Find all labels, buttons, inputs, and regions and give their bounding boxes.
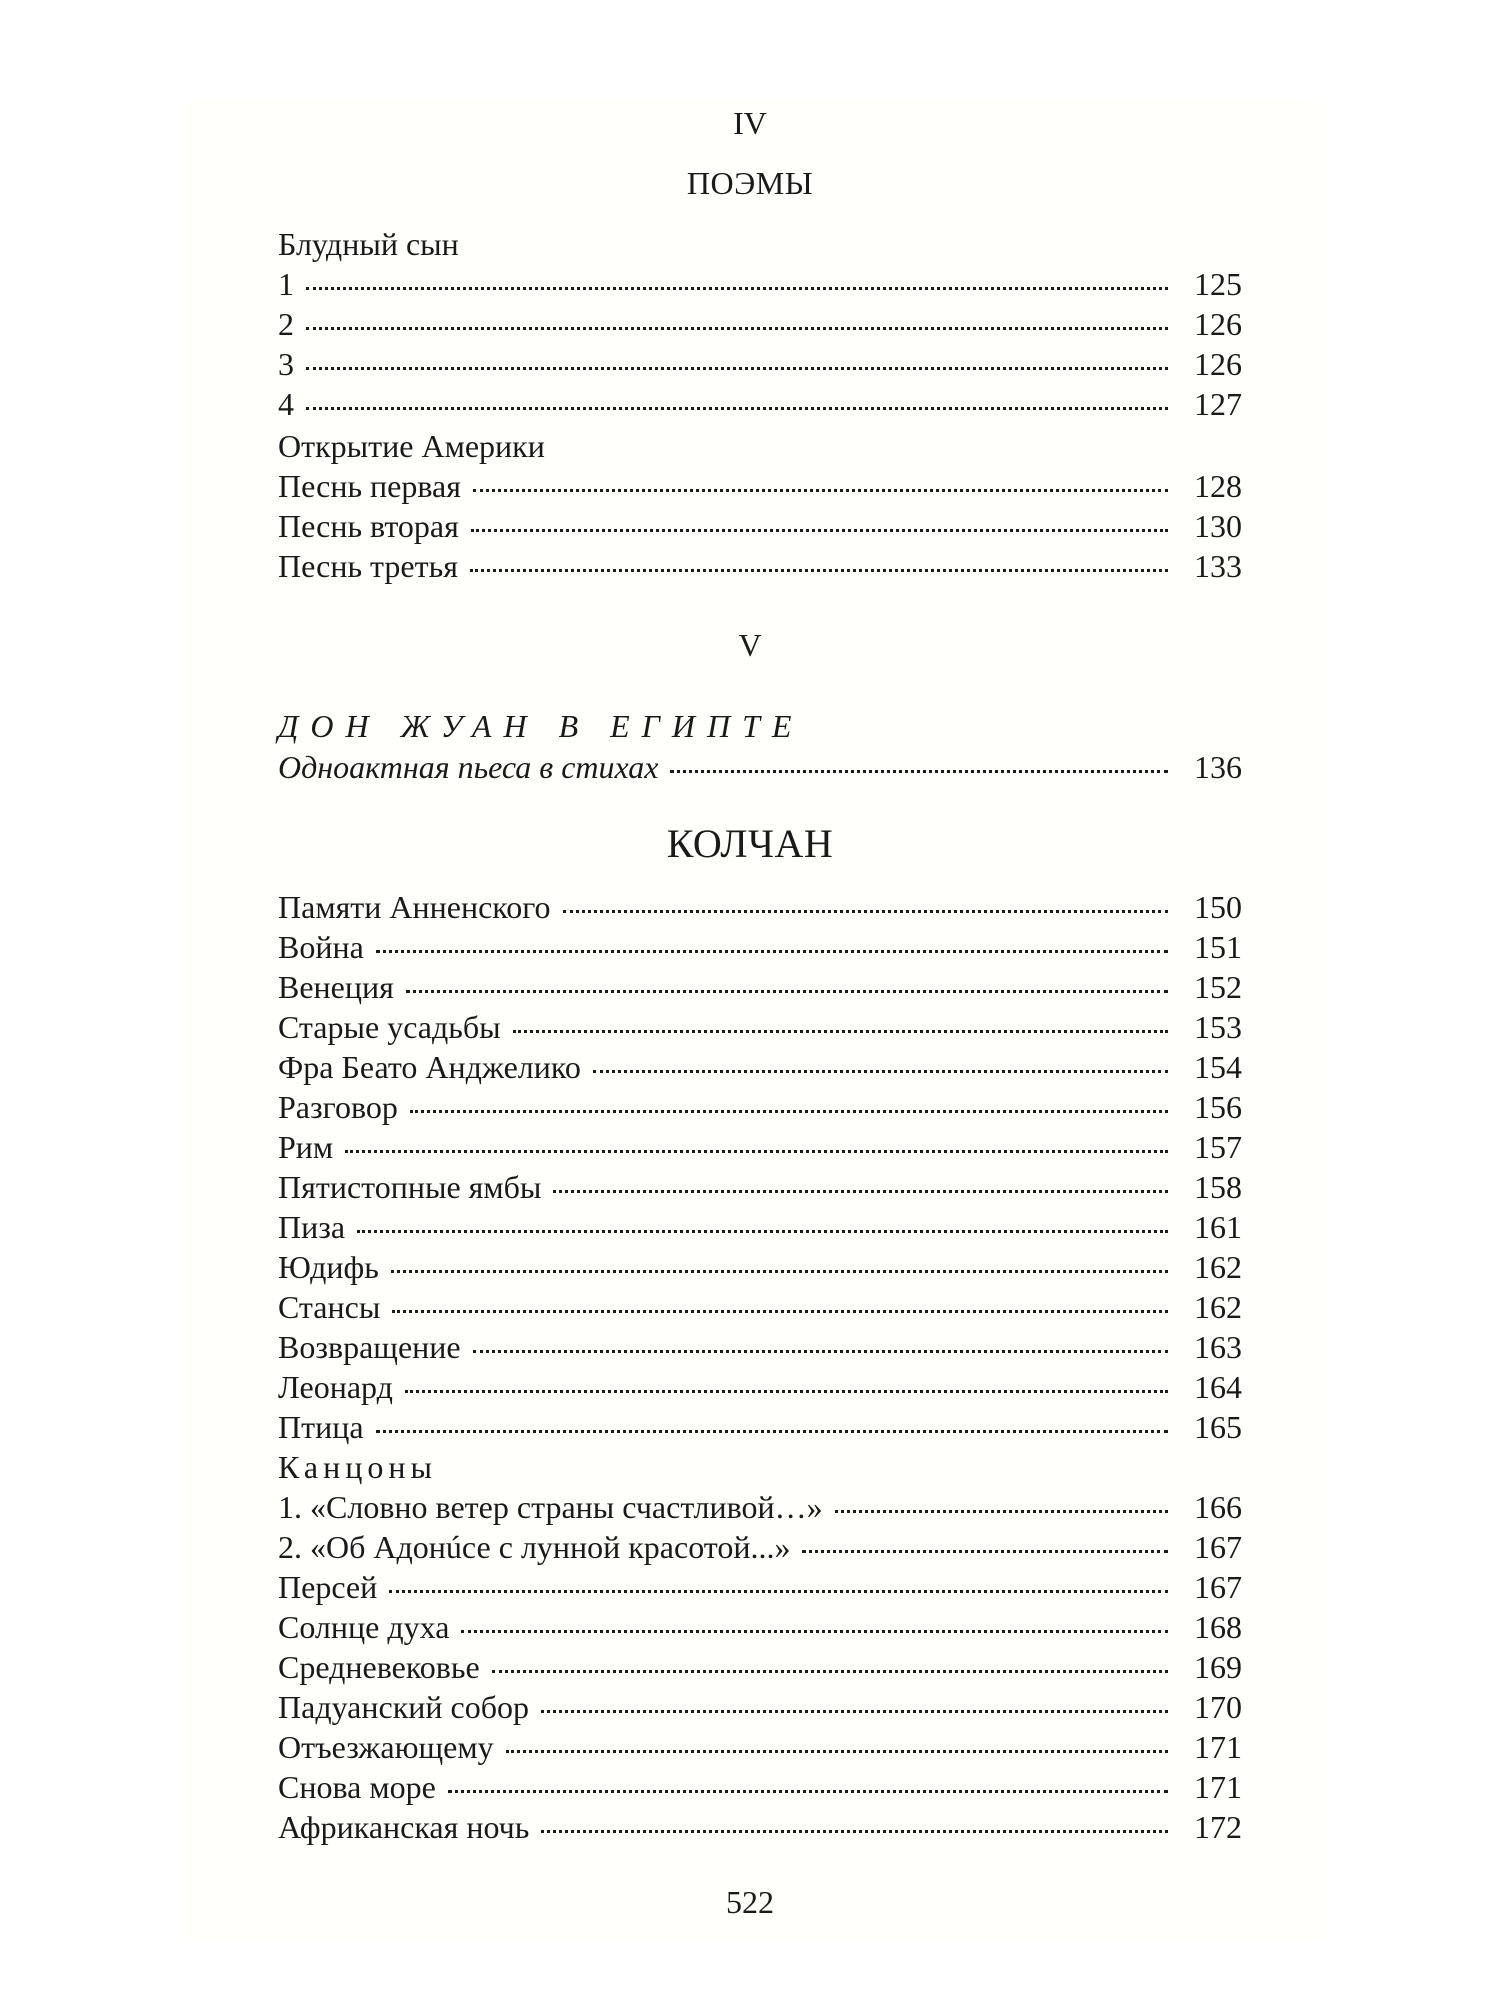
entry-title: Песнь первая (278, 468, 461, 504)
entry-title: 4 (278, 386, 294, 422)
toc-entry (278, 466, 1242, 506)
entry-title: Рим (278, 1129, 334, 1165)
toc-entry (278, 1087, 1242, 1127)
group-heading: Открытие Америки (278, 428, 545, 464)
entry-page: 133 (1194, 548, 1242, 584)
dot-leader (461, 1630, 1168, 1633)
toc-entry (278, 1127, 1242, 1167)
entry-title: 2. «Об Адонúсе с лунной красотой...» (278, 1529, 791, 1565)
entry-page: 162 (1194, 1249, 1242, 1285)
toc-entry (278, 1407, 1242, 1447)
entry-title: Африканская ночь (278, 1809, 530, 1845)
entry-page: 136 (1194, 749, 1242, 785)
section-number-v: V (738, 627, 762, 663)
toc-entry (278, 1367, 1242, 1407)
entry-title: Снова море (278, 1769, 436, 1805)
toc-entry (278, 1647, 1242, 1687)
entry-title: Возвращение (278, 1329, 461, 1365)
dot-leader (448, 1790, 1168, 1793)
dot-leader (492, 1670, 1168, 1673)
toc-entry (278, 1167, 1242, 1207)
entry-page: 157 (1194, 1129, 1242, 1165)
section-number-iv: IV (733, 105, 767, 141)
entry-page: 128 (1194, 468, 1242, 504)
entry-page: 169 (1194, 1649, 1242, 1685)
dot-leader (506, 1750, 1168, 1753)
entry-title: Средневековье (278, 1649, 480, 1685)
entry-page: 162 (1194, 1289, 1242, 1325)
toc-entry (278, 1487, 1242, 1527)
dot-leader (541, 1710, 1168, 1713)
entry-title: Персей (278, 1569, 378, 1605)
dot-leader (406, 990, 1168, 993)
entry-page: 166 (1194, 1489, 1242, 1525)
toc-entry (278, 1047, 1242, 1087)
dot-leader (835, 1510, 1168, 1513)
dot-leader (345, 1150, 1168, 1153)
dot-leader (306, 327, 1168, 330)
entry-page: 153 (1194, 1009, 1242, 1045)
dot-leader (376, 1430, 1168, 1433)
entry-title: Песнь вторая (278, 508, 459, 544)
toc-entry (278, 1007, 1242, 1047)
toc-entry (278, 1327, 1242, 1367)
entry-title: Пятистопные ямбы (278, 1169, 542, 1205)
entry-page: 167 (1194, 1569, 1242, 1605)
entry-title: Фра Беато Анджелико (278, 1049, 581, 1085)
dot-leader (541, 1830, 1168, 1833)
entry-page: 158 (1194, 1169, 1242, 1205)
dot-leader (513, 1030, 1168, 1033)
group-heading: Блудный сын (278, 226, 459, 262)
entry-title: Одноактная пьеса в стихах (278, 749, 659, 785)
entry-page: 165 (1194, 1409, 1242, 1445)
entry-title: Отъезжающему (278, 1729, 494, 1765)
entry-page: 156 (1194, 1089, 1242, 1125)
collection-title-kolchan: КОЛЧАН (666, 821, 834, 866)
dot-leader (593, 1070, 1168, 1073)
page-number: 522 (726, 1884, 774, 1920)
entry-page: 130 (1194, 508, 1242, 544)
entry-title: Разговор (278, 1089, 398, 1125)
entry-title: Птица (278, 1409, 364, 1445)
toc-entry (278, 887, 1242, 927)
entry-page: 163 (1194, 1329, 1242, 1365)
dot-leader (389, 1590, 1168, 1593)
entry-title: 3 (278, 346, 294, 382)
entry-title: Юдифь (278, 1249, 379, 1285)
dot-leader (670, 770, 1168, 773)
toc-entry (278, 264, 1242, 304)
entry-title: Солнце духа (278, 1609, 450, 1645)
dot-leader (802, 1550, 1168, 1553)
dot-leader (405, 1390, 1168, 1393)
entry-page: 161 (1194, 1209, 1242, 1245)
toc-entry (278, 1527, 1242, 1567)
toc-entry (278, 506, 1242, 546)
group-heading-cantos: Канцоны (278, 1449, 437, 1485)
entry-page: 126 (1194, 346, 1242, 382)
dot-leader (392, 1310, 1168, 1313)
entry-title: 1. «Словно ветер страны счастливой…» (278, 1489, 823, 1525)
dot-leader (563, 910, 1168, 913)
entry-page: 168 (1194, 1609, 1242, 1645)
entry-title: 2 (278, 306, 294, 342)
entry-page: 150 (1194, 889, 1242, 925)
entry-page: 170 (1194, 1689, 1242, 1725)
dot-leader (471, 529, 1168, 532)
toc-entry (278, 967, 1242, 1007)
toc-entry (278, 1607, 1242, 1647)
section-title-don-juan: ДОН ЖУАН В ЕГИПТЕ (278, 708, 804, 744)
entry-page: 171 (1194, 1729, 1242, 1765)
toc-entry (278, 546, 1242, 586)
toc-entry (278, 1207, 1242, 1247)
toc-entry (278, 1247, 1242, 1287)
entry-page: 164 (1194, 1369, 1242, 1405)
dot-leader (391, 1270, 1168, 1273)
entry-title: Пиза (278, 1209, 346, 1245)
toc-entry (278, 344, 1242, 384)
dot-leader (553, 1190, 1168, 1193)
dot-leader (306, 407, 1168, 410)
toc-entry (278, 1807, 1242, 1847)
dot-leader (306, 367, 1168, 370)
toc-entry (278, 1727, 1242, 1767)
entry-title: Стансы (278, 1289, 381, 1325)
entry-title: Песнь третья (278, 548, 458, 584)
section-title-poems: ПОЭМЫ (686, 165, 814, 201)
toc-entry (278, 1687, 1242, 1727)
dot-leader (473, 1350, 1168, 1353)
dot-leader (357, 1230, 1168, 1233)
entry-page: 171 (1194, 1769, 1242, 1805)
entry-title: 1 (278, 266, 294, 302)
entry-page: 151 (1194, 929, 1242, 965)
entry-page: 127 (1194, 386, 1242, 422)
dot-leader (473, 489, 1168, 492)
entry-page: 172 (1194, 1809, 1242, 1845)
entry-title: Памяти Анненского (278, 889, 551, 925)
entry-page: 167 (1194, 1529, 1242, 1565)
entry-title: Падуанский собор (278, 1689, 529, 1725)
entry-title: Леонард (278, 1369, 393, 1405)
toc-entry (278, 927, 1242, 967)
toc-entry (278, 1287, 1242, 1327)
toc-entry (278, 384, 1242, 424)
toc-entry (278, 747, 1242, 787)
entry-page: 126 (1194, 306, 1242, 342)
dot-leader (410, 1110, 1168, 1113)
entry-page: 154 (1194, 1049, 1242, 1085)
entry-title: Старые усадьбы (278, 1009, 501, 1045)
toc-entry (278, 1767, 1242, 1807)
dot-leader (376, 950, 1168, 953)
entry-title: Война (278, 929, 364, 965)
entry-title: Венеция (278, 969, 394, 1005)
toc-entry (278, 1567, 1242, 1607)
entry-page: 152 (1194, 969, 1242, 1005)
dot-leader (470, 569, 1168, 572)
toc-entry (278, 304, 1242, 344)
entry-page: 125 (1194, 266, 1242, 302)
dot-leader (306, 287, 1168, 290)
